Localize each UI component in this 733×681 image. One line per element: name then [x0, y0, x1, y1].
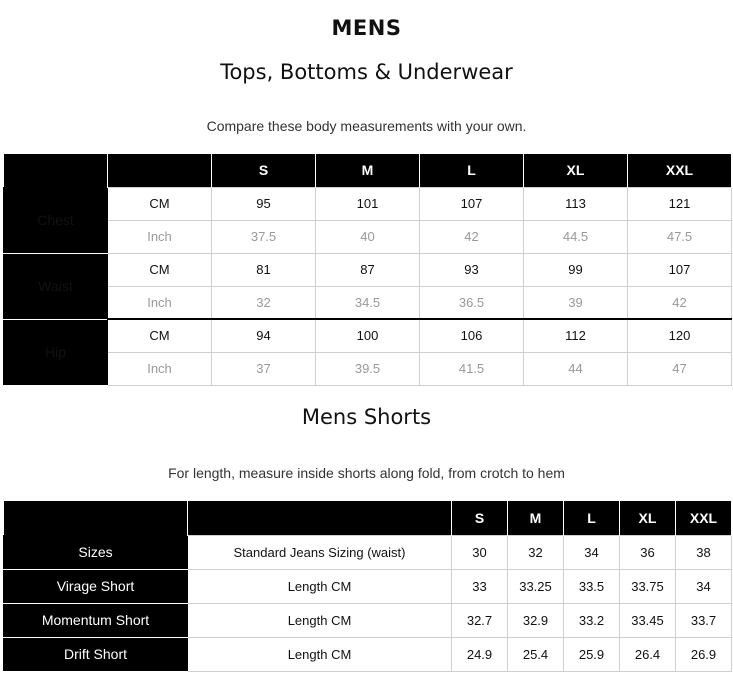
size-header: XXL: [676, 501, 732, 535]
table-cell: 121: [628, 187, 732, 220]
table-cell: 32.9: [508, 603, 564, 637]
table-cell: 25.4: [508, 637, 564, 671]
table-cell: 37: [212, 352, 316, 385]
row-description: Length CM: [188, 637, 452, 671]
size-header: M: [316, 154, 420, 187]
table-cell: 93: [420, 253, 524, 286]
tops-size-table: [3, 154, 732, 386]
table-cell: 33.75: [620, 569, 676, 603]
table-cell: 33: [452, 569, 508, 603]
size-header: L: [564, 501, 620, 535]
size-header: XL: [524, 154, 628, 187]
table-row: [4, 286, 732, 319]
size-header: S: [212, 154, 316, 187]
header-blank-cell: [188, 501, 452, 535]
measurement-label: Waist: [4, 253, 108, 319]
unit-label: Inch: [108, 286, 212, 319]
table-cell: 32.7: [452, 603, 508, 637]
row-description: Length CM: [188, 569, 452, 603]
table-cell: 33.25: [508, 569, 564, 603]
table-cell: 101: [316, 187, 420, 220]
header-blank-cell: [108, 154, 212, 187]
header-blank-cell: [4, 154, 108, 187]
size-header: S: [452, 501, 508, 535]
table-cell: 100: [316, 319, 420, 352]
unit-label: Inch: [108, 220, 212, 253]
table-cell: 24.9: [452, 637, 508, 671]
table-cell: 39: [524, 286, 628, 319]
table-row: [4, 187, 732, 220]
table-cell: 113: [524, 187, 628, 220]
table-cell: 36.5: [420, 286, 524, 319]
table-cell: 112: [524, 319, 628, 352]
table-cell: 33.7: [676, 603, 732, 637]
table-cell: 36: [620, 535, 676, 569]
table-row: [4, 637, 732, 671]
table-cell: 33.2: [564, 603, 620, 637]
table-cell: 107: [420, 187, 524, 220]
instruction-text: Compare these body measurements with your own.: [206, 118, 527, 134]
table-cell: 40: [316, 220, 420, 253]
row-label: Drift Short: [4, 637, 188, 671]
row-description: Standard Jeans Sizing (waist): [188, 535, 452, 569]
table-cell: 106: [420, 319, 524, 352]
table-cell: 95: [212, 187, 316, 220]
size-header: XL: [620, 501, 676, 535]
table-cell: 38: [676, 535, 732, 569]
table-cell: 42: [420, 220, 524, 253]
header-blank-cell: [4, 501, 188, 535]
table-cell: 87: [316, 253, 420, 286]
table-cell: 26.4: [620, 637, 676, 671]
size-header: M: [508, 501, 564, 535]
row-label: Momentum Short: [4, 603, 188, 637]
unit-label: CM: [108, 187, 212, 220]
table-cell: 107: [628, 253, 732, 286]
table-cell: 34.5: [316, 286, 420, 319]
unit-label: Inch: [108, 352, 212, 385]
table-cell: 33.45: [620, 603, 676, 637]
table-row: [4, 220, 732, 253]
table-row: [4, 535, 732, 569]
row-label: Virage Short: [4, 569, 188, 603]
table-cell: 37.5: [212, 220, 316, 253]
table-cell: 26.9: [676, 637, 732, 671]
table-cell: 99: [524, 253, 628, 286]
table-cell: 42: [628, 286, 732, 319]
table-cell: 81: [212, 253, 316, 286]
size-header: XXL: [628, 154, 732, 187]
table-row: [4, 603, 732, 637]
shorts-title: Mens Shorts: [301, 405, 432, 429]
table-row: [4, 319, 732, 352]
section-title: MENS: [331, 16, 402, 40]
category-title: Tops, Bottoms & Underwear: [220, 60, 513, 84]
shorts-instruction-text: For length, measure inside shorts along fold, from crotch to hem: [168, 465, 565, 481]
table-cell: 32: [508, 535, 564, 569]
table-header-row: [4, 501, 732, 535]
table-row: [4, 352, 732, 385]
table-cell: 25.9: [564, 637, 620, 671]
unit-label: CM: [108, 319, 212, 352]
size-header: L: [420, 154, 524, 187]
table-cell: 94: [212, 319, 316, 352]
row-description: Length CM: [188, 603, 452, 637]
table-cell: 39.5: [316, 352, 420, 385]
table-row: [4, 569, 732, 603]
table-cell: 44: [524, 352, 628, 385]
table-cell: 41.5: [420, 352, 524, 385]
row-label: Sizes: [4, 535, 188, 569]
measurement-label: Chest: [4, 187, 108, 253]
table-cell: 34: [564, 535, 620, 569]
table-header-row: [4, 154, 732, 187]
table-cell: 32: [212, 286, 316, 319]
table-cell: 30: [452, 535, 508, 569]
shorts-size-table: [3, 501, 732, 672]
measurement-label: Hip: [4, 319, 108, 385]
table-cell: 120: [628, 319, 732, 352]
table-row: [4, 253, 732, 286]
table-cell: 44.5: [524, 220, 628, 253]
table-cell: 34: [676, 569, 732, 603]
table-cell: 47.5: [628, 220, 732, 253]
table-cell: 33.5: [564, 569, 620, 603]
unit-label: CM: [108, 253, 212, 286]
table-cell: 47: [628, 352, 732, 385]
